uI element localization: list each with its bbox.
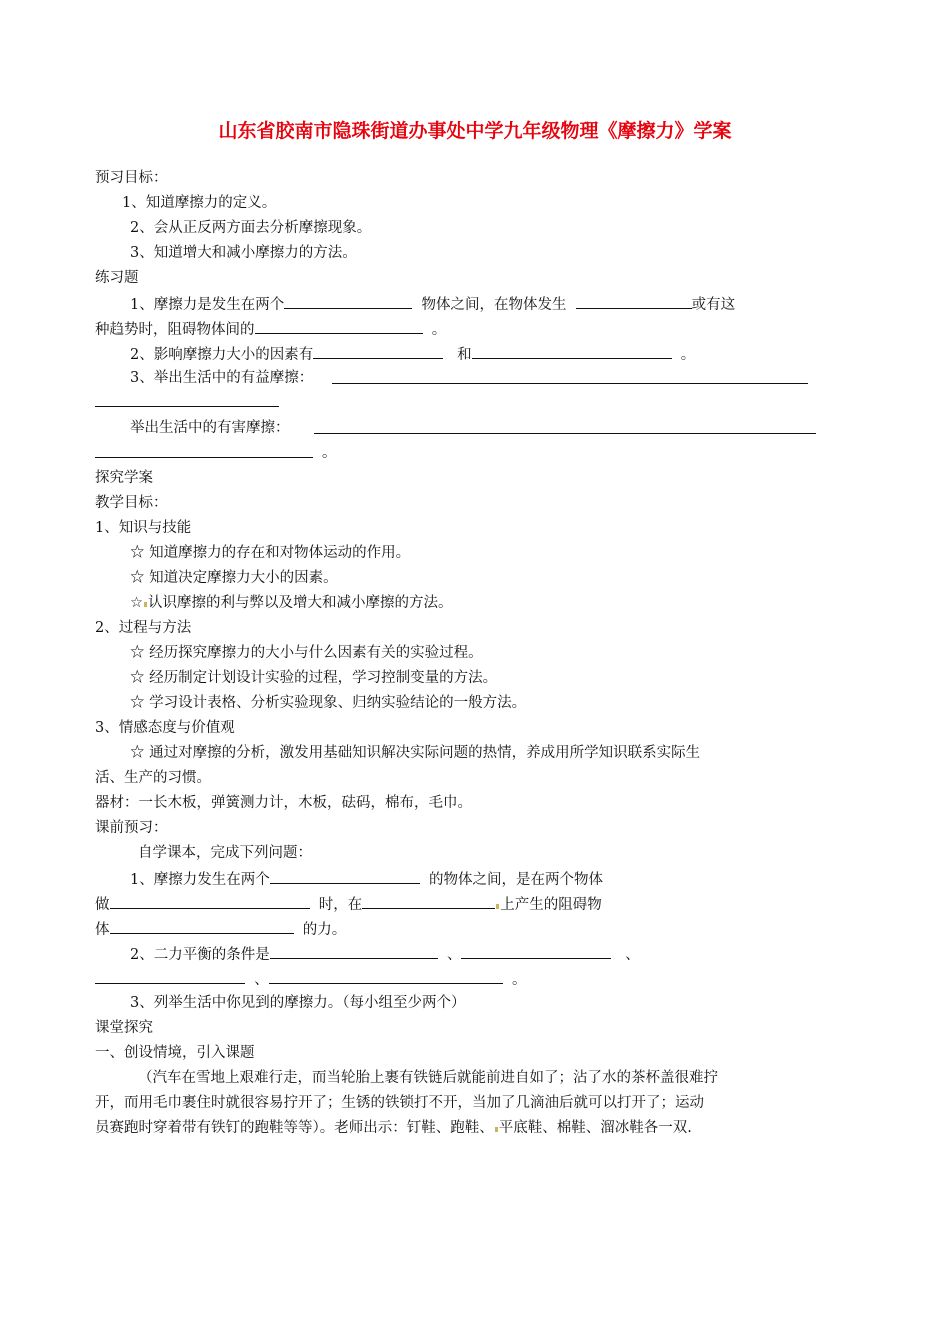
- intro-subheading: 一、创设情境，引入课题: [95, 1045, 255, 1061]
- exercise-3-label: 3、举出生活中的有益摩擦：: [130, 370, 314, 386]
- exercise-4-end: 。: [322, 445, 337, 461]
- section-process-methods: 2、过程与方法: [95, 620, 192, 636]
- knowledge-item-3: [130, 593, 453, 613]
- section-attitude-values: 3、情感态度与价值观: [95, 720, 235, 736]
- prestudy-q1-line-2: [95, 893, 602, 913]
- prestudy-q1-text-d: 时，在: [318, 897, 363, 913]
- intro-paragraph-line-1: （汽车在雪地上艰难行走，而当轮胎上裹有铁链后就能前进自如了；沾了水的茶杯盖很难拧: [138, 1070, 718, 1086]
- intro-paragraph-line-3-a: 员赛跑时穿着带有铁钉的跑鞋等等）。老师出示：钉鞋、跑鞋、: [95, 1120, 494, 1136]
- exercise-1-blank-1[interactable]: [284, 293, 412, 309]
- prestudy-q2-blank-4[interactable]: [269, 968, 503, 984]
- prestudy-q2-text-a: 2、二力平衡的条件是: [130, 947, 270, 963]
- knowledge-item-3-star: ☆: [130, 595, 143, 611]
- teaching-goals-heading: 教学目标：: [95, 495, 168, 511]
- class-inquiry-heading: 课堂探究: [95, 1020, 153, 1036]
- exercise-3-blank-2[interactable]: [95, 406, 279, 407]
- document-title: 山东省胶南市隐珠街道办事处中学九年级物理《摩擦力》学案: [218, 120, 732, 142]
- exercise-1-text-a: 1、摩擦力是发生在两个: [130, 297, 285, 313]
- preview-goal-2: 2、会从正反两方面去分析摩擦现象。: [130, 220, 372, 236]
- exercise-1-text-c: 或有这: [691, 297, 736, 313]
- exercise-1-text-b: 物体之间，在物体发生: [421, 297, 567, 313]
- knowledge-item-2: ☆ 知道决定摩擦力大小的因素。: [130, 570, 338, 586]
- exercise-2-blank-2[interactable]: [472, 343, 672, 359]
- stray-mark: [496, 904, 499, 909]
- exercise-2-end: 。: [680, 347, 696, 363]
- exercise-1-blank-2[interactable]: [576, 293, 692, 309]
- exercise-4-blank-1[interactable]: [314, 433, 816, 434]
- exercise-1-end: 。: [431, 322, 447, 338]
- prestudy-q2-blank-2[interactable]: [461, 943, 611, 959]
- prestudy-q1-line-1: [130, 868, 603, 888]
- process-item-1: ☆ 经历探究摩擦力的大小与什么因素有关的实验过程。: [130, 645, 483, 661]
- prestudy-q2-sep-2: 、: [625, 947, 640, 963]
- prestudy-q1-text-a: 1、摩擦力发生在两个: [130, 872, 270, 888]
- prestudy-q1-text-f: 体: [95, 922, 110, 938]
- prestudy-q1-text-b: 的物体之间，是在两个物体: [428, 872, 603, 888]
- exercise-3-blank-1[interactable]: [332, 383, 808, 384]
- prestudy-q2-blank-3[interactable]: [95, 968, 245, 984]
- prestudy-q2-line-1: [130, 943, 640, 963]
- exercise-2-line: [130, 343, 695, 363]
- intro-paragraph-line-2: 开，而用毛巾裹住时就很容易拧开了；生锈的铁锁打不开，当加了几滴油后就可以打开了；运动: [95, 1095, 704, 1111]
- stray-mark: [495, 1127, 498, 1132]
- intro-paragraph-line-3: [95, 1118, 692, 1138]
- exercise-1-line-2: [95, 318, 446, 338]
- exercise-4-label: 举出生活中的有害摩擦：: [130, 420, 290, 436]
- section-knowledge-skills: 1、知识与技能: [95, 520, 192, 536]
- exercise-1-line-1: [130, 293, 735, 313]
- materials-line: 器材：一长木板，弹簧测力计，木板，砝码，棉布，毛巾。: [95, 795, 472, 811]
- prestudy-q1-blank-2[interactable]: [110, 893, 310, 909]
- self-study-instruction: 自学课本，完成下列问题：: [138, 845, 312, 861]
- exercise-1-text-d: 种趋势时，阻碍物体间的: [95, 322, 255, 338]
- prestudy-q1-text-g: 的力。: [302, 922, 347, 938]
- prestudy-q2-sep-1: 、: [446, 947, 462, 963]
- prestudy-q3: 3、列举生活中你见到的摩擦力。（每小组至少两个）: [130, 995, 466, 1011]
- exercise-2-text-a: 2、影响摩擦力大小的因素有: [130, 347, 314, 363]
- prestudy-heading: 课前预习：: [95, 820, 168, 836]
- prestudy-q1-blank-4[interactable]: [110, 918, 294, 934]
- process-item-3: ☆ 学习设计表格、分析实验现象、归纳实验结论的一般方法。: [130, 695, 527, 711]
- exercise-2-text-b: 和: [457, 347, 472, 363]
- knowledge-item-1: ☆ 知道摩擦力的存在和对物体运动的作用。: [130, 545, 411, 561]
- prestudy-q1-text-e: 上产生的阻碍物: [500, 897, 602, 913]
- preview-goal-3: 3、知道增大和减小摩擦力的方法。: [130, 245, 357, 261]
- exercises-heading: 练习题: [95, 270, 139, 286]
- preview-heading: 预习目标：: [95, 170, 168, 186]
- prestudy-q2-blank-1[interactable]: [270, 943, 438, 959]
- exercise-1-blank-3[interactable]: [255, 318, 423, 334]
- prestudy-q2-line-2: [95, 968, 526, 988]
- attitude-item-line-1: ☆ 通过对摩擦的分析，激发用基础知识解决实际问题的热情，养成用所学知识联系实际生: [130, 745, 701, 761]
- exercise-2-blank-1[interactable]: [313, 343, 443, 359]
- attitude-item-line-2: 活、生产的习惯。: [95, 770, 211, 786]
- prestudy-q2-sep-3: 、: [254, 972, 269, 988]
- prestudy-q1-line-3: [95, 918, 346, 938]
- exercise-4-blank-2[interactable]: [95, 457, 313, 458]
- process-item-2: ☆ 经历制定计划设计实验的过程，学习控制变量的方法。: [130, 670, 498, 686]
- prestudy-q1-text-c: 做: [95, 897, 110, 913]
- preview-goal-1: 1、知道摩擦力的定义。: [122, 195, 277, 211]
- prestudy-q1-blank-1[interactable]: [270, 868, 420, 884]
- inquiry-heading: 探究学案: [95, 470, 153, 486]
- stray-mark: [144, 602, 147, 607]
- prestudy-q1-blank-3[interactable]: [362, 893, 495, 909]
- intro-paragraph-line-3-b: 平底鞋、棉鞋、溜冰鞋各一双.: [498, 1120, 692, 1136]
- knowledge-item-3-text: 认识摩擦的利与弊以及增大和减小摩擦的方法。: [148, 595, 453, 611]
- prestudy-q2-end: 。: [511, 972, 527, 988]
